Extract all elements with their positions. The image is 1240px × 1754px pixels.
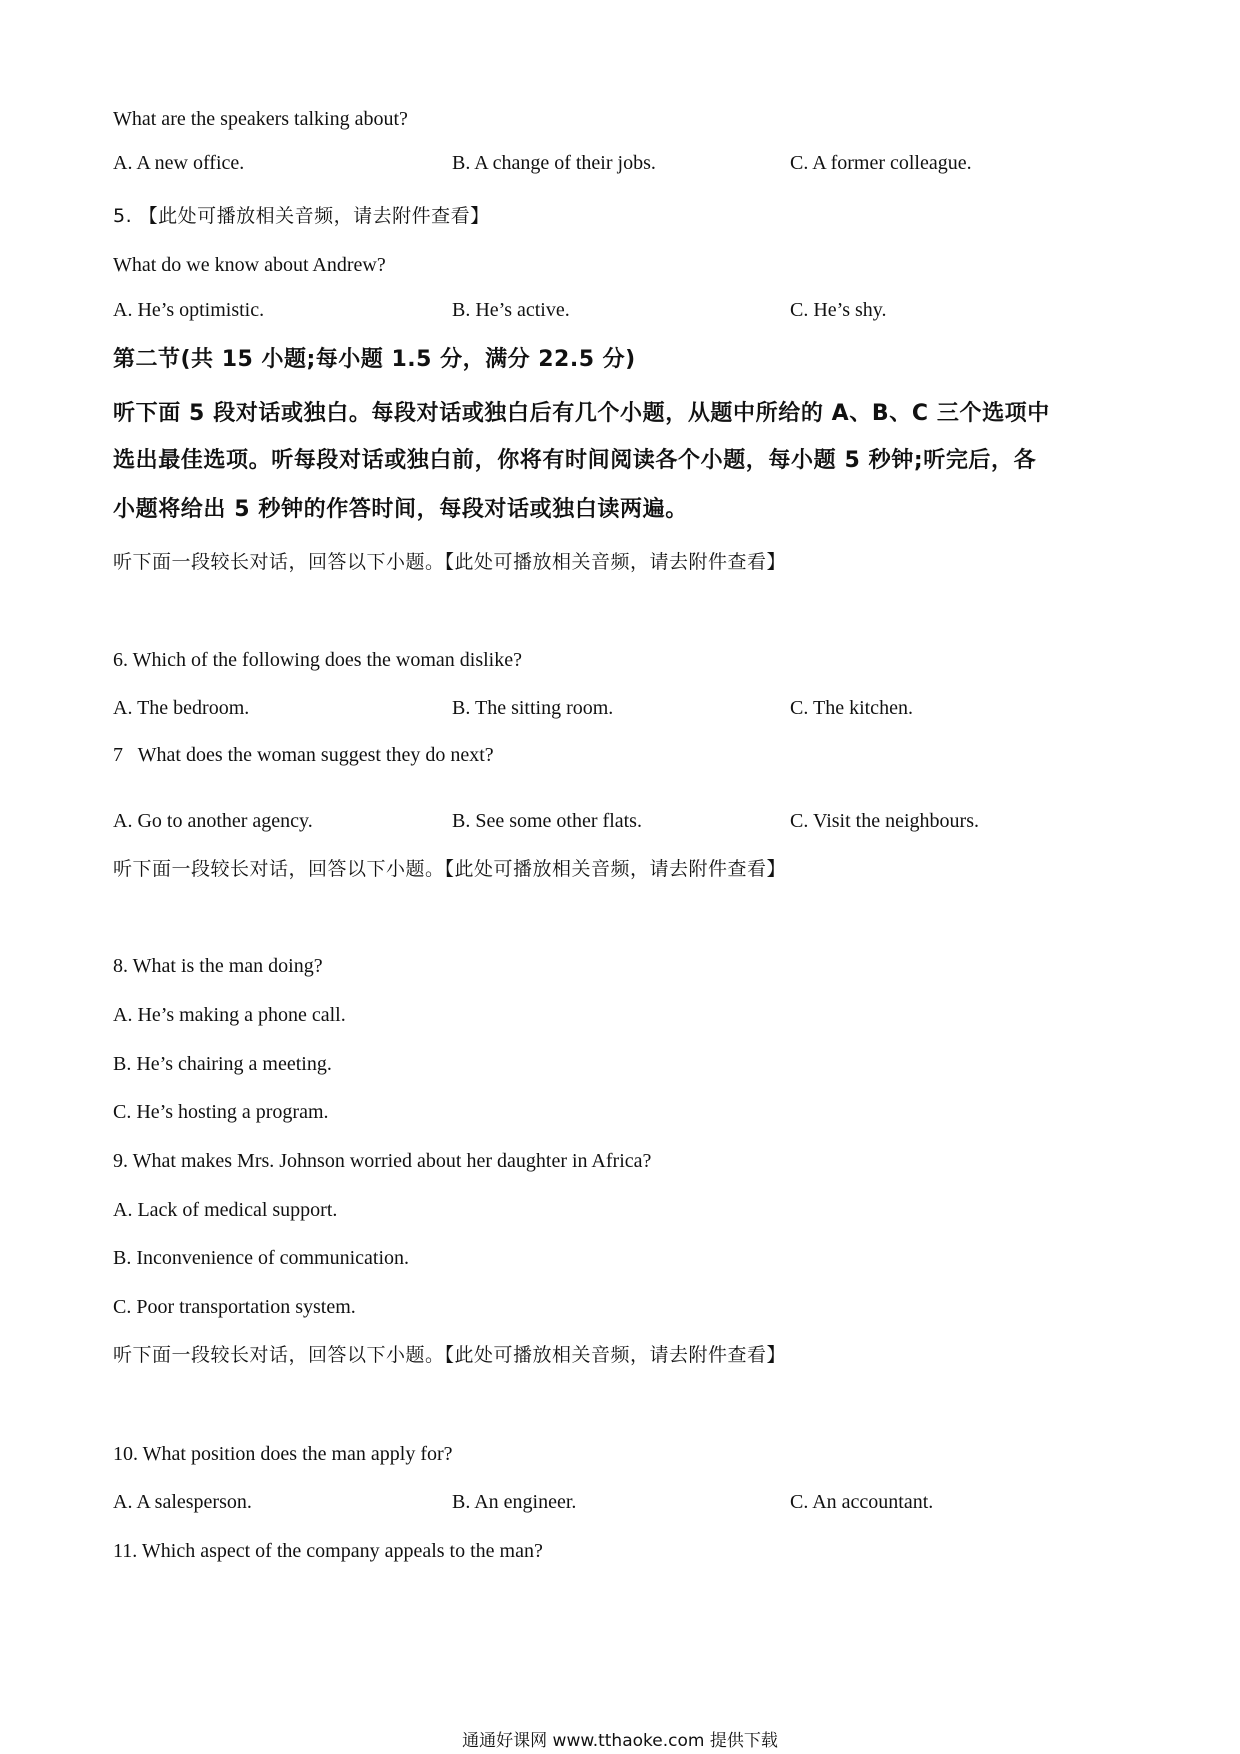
q10-option-b: B. An engineer.: [452, 1491, 577, 1513]
q7-option-c: C. Visit the neighbours.: [790, 810, 979, 832]
q7-option-a: A. Go to another agency.: [113, 810, 313, 832]
q4-option-b: B. A change of their jobs.: [452, 152, 656, 174]
section-2-instruction-line-1: 听下面 5 段对话或独白。每段对话或独白后有几个小题，从题中所给的 A、B、C 三个选项中: [113, 401, 1050, 426]
question-5-text: What do we know about Andrew?: [113, 254, 386, 276]
q7-option-b: B. See some other flats.: [452, 810, 642, 832]
question-10-text: 10. What position does the man apply for?: [113, 1443, 453, 1465]
page-footer: 通通好课网 www.tthaoke.com 提供下载: [462, 1731, 778, 1751]
q6-option-a: A. The bedroom.: [113, 697, 250, 719]
section-2-instruction-line-2: 选出最佳选项。听每段对话或独白前，你将有时间阅读各个小题，每小题 5 秒钟;听完后，各: [113, 448, 1037, 473]
question-7-text: 7 What does the woman suggest they do next?: [113, 744, 494, 766]
q5-audio-note: 5. 【此处可播放相关音频，请去附件查看】: [113, 205, 490, 227]
q10-option-c: C. An accountant.: [790, 1491, 934, 1513]
section-2-heading: 第二节(共 15 小题;每小题 1.5 分，满分 22.5 分): [113, 347, 636, 372]
dialogue-3-audio-note: 听下面一段较长对话，回答以下小题。【此处可播放相关音频，请去附件查看】: [113, 1344, 787, 1366]
question-4-text: What are the speakers talking about?: [113, 108, 408, 130]
q9-option-a: A. Lack of medical support.: [113, 1199, 338, 1221]
q4-option-a: A. A new office.: [113, 152, 245, 174]
q5-option-a: A. He’s optimistic.: [113, 299, 265, 321]
q6-option-c: C. The kitchen.: [790, 697, 913, 719]
q4-option-c: C. A former colleague.: [790, 152, 972, 174]
q6-option-b: B. The sitting room.: [452, 697, 614, 719]
question-8-text: 8. What is the man doing?: [113, 955, 323, 977]
dialogue-1-audio-note: 听下面一段较长对话，回答以下小题。【此处可播放相关音频，请去附件查看】: [113, 551, 787, 573]
question-11-text: 11. Which aspect of the company appeals to the man?: [113, 1540, 543, 1562]
q9-option-c: C. Poor transportation system.: [113, 1296, 356, 1318]
q9-option-b: B. Inconvenience of communication.: [113, 1247, 410, 1269]
q8-option-b: B. He’s chairing a meeting.: [113, 1053, 332, 1075]
q8-option-c: C. He’s hosting a program.: [113, 1101, 329, 1123]
question-6-text: 6. Which of the following does the woman dislike?: [113, 649, 522, 671]
question-9-text: 9. What makes Mrs. Johnson worried about her daughter in Africa?: [113, 1150, 652, 1172]
q10-option-a: A. A salesperson.: [113, 1491, 252, 1513]
dialogue-2-audio-note: 听下面一段较长对话，回答以下小题。【此处可播放相关音频，请去附件查看】: [113, 858, 787, 880]
q5-option-b: B. He’s active.: [452, 299, 570, 321]
q5-option-c: C. He’s shy.: [790, 299, 887, 321]
q8-option-a: A. He’s making a phone call.: [113, 1004, 346, 1026]
section-2-instruction-line-3: 小题将给出 5 秒钟的作答时间，每段对话或独白读两遍。: [113, 497, 688, 522]
